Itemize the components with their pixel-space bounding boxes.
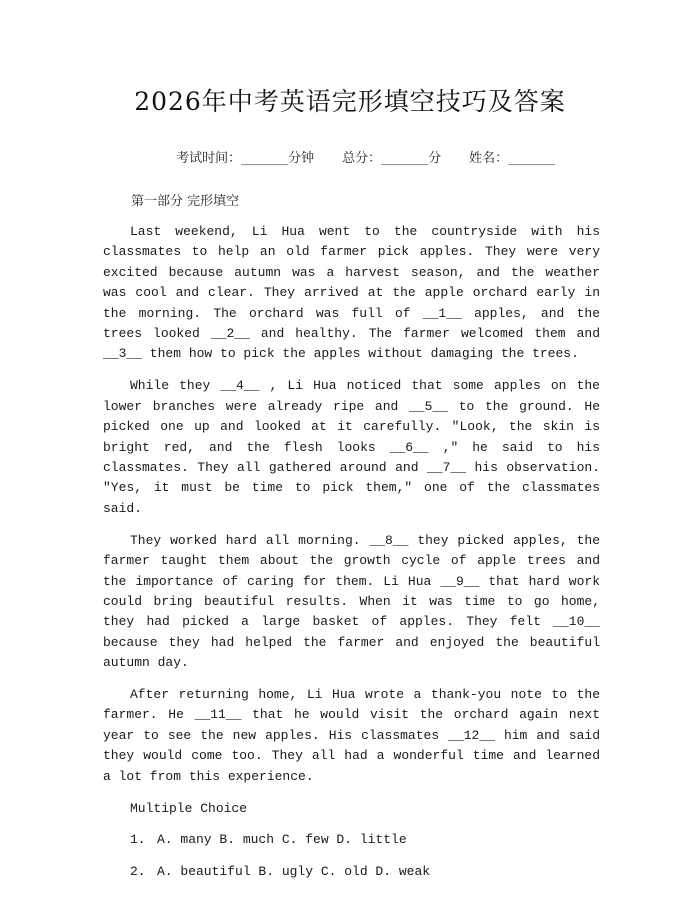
choice-number: 2. [130, 864, 146, 880]
total-score-blank: ______ [381, 151, 429, 166]
choice-item [103, 830, 600, 850]
exam-time-label: 考试时间： [176, 151, 242, 166]
choice-options: A. many B. much C. few D. little [157, 832, 407, 848]
total-score-field [342, 147, 441, 166]
exam-info-line [0, 132, 700, 181]
passage-paragraph: Last weekend, Li Hua went to the countryside with his classmates to help an old farmer pick apples. They were very excited because autumn was a harvest season, and the weather was cool and clear. They arrived at the apple orchard early in the morning. The orchard was full of __1__ apples, and the trees looked __2__ and healthy. The farmer welcomed them and __3__ them how to pick the apples without damaging the trees. [103, 224, 600, 362]
document-title: 2026年中考英语完形填空技巧及答案 [134, 87, 566, 116]
passage-paragraph: While they __4__ , Li Hua noticed that some apples on the lower branches were already ripe and __5__ to the ground. He picked one up and looked at it carefully. "Look, the skin is bright red, and the flesh looks __6__ ," he said to his classmates. They all gathered around and __7__ his observation. "Yes, it must be time to pick them," one of the classmates said. [103, 378, 600, 516]
exam-time-unit: 分钟 [288, 151, 315, 166]
passage-body [103, 222, 600, 894]
choice-number: 1. [130, 832, 146, 848]
choice-options: A. beautiful B. ugly C. old D. weak [157, 864, 431, 880]
passage-paragraph: They worked hard all morning. __8__ they picked apples, the farmer taught them about the growth cycle of apple trees and the importance of caring for them. Li Hua __9__ that hard work could bring beautiful results. When it was time to go home, they had picked a large basket of apples. They felt __10__ because they had helped the farmer and enjoyed the beautiful autumn day. [103, 532, 600, 671]
passage-paragraph: After returning home, Li Hua wrote a thank-you note to the farmer. He __11__ that he would visit the orchard again next year to see the new apples. His classmates __12__ him and said they would come too. They all had a wonderful time and learned a lot from this experience. [103, 687, 600, 784]
name-blank: ______ [508, 151, 556, 166]
exam-time-field [176, 147, 314, 166]
total-score-label: 总分： [342, 151, 382, 166]
section-heading: 第一部分 完形填空 [131, 194, 240, 209]
name-field [469, 147, 555, 166]
total-score-unit: 分 [428, 151, 442, 166]
multiple-choice-heading: Multiple Choice [130, 800, 248, 816]
name-label: 姓名： [469, 151, 509, 166]
exam-time-blank: ______ [241, 151, 289, 166]
choice-item [103, 862, 600, 882]
